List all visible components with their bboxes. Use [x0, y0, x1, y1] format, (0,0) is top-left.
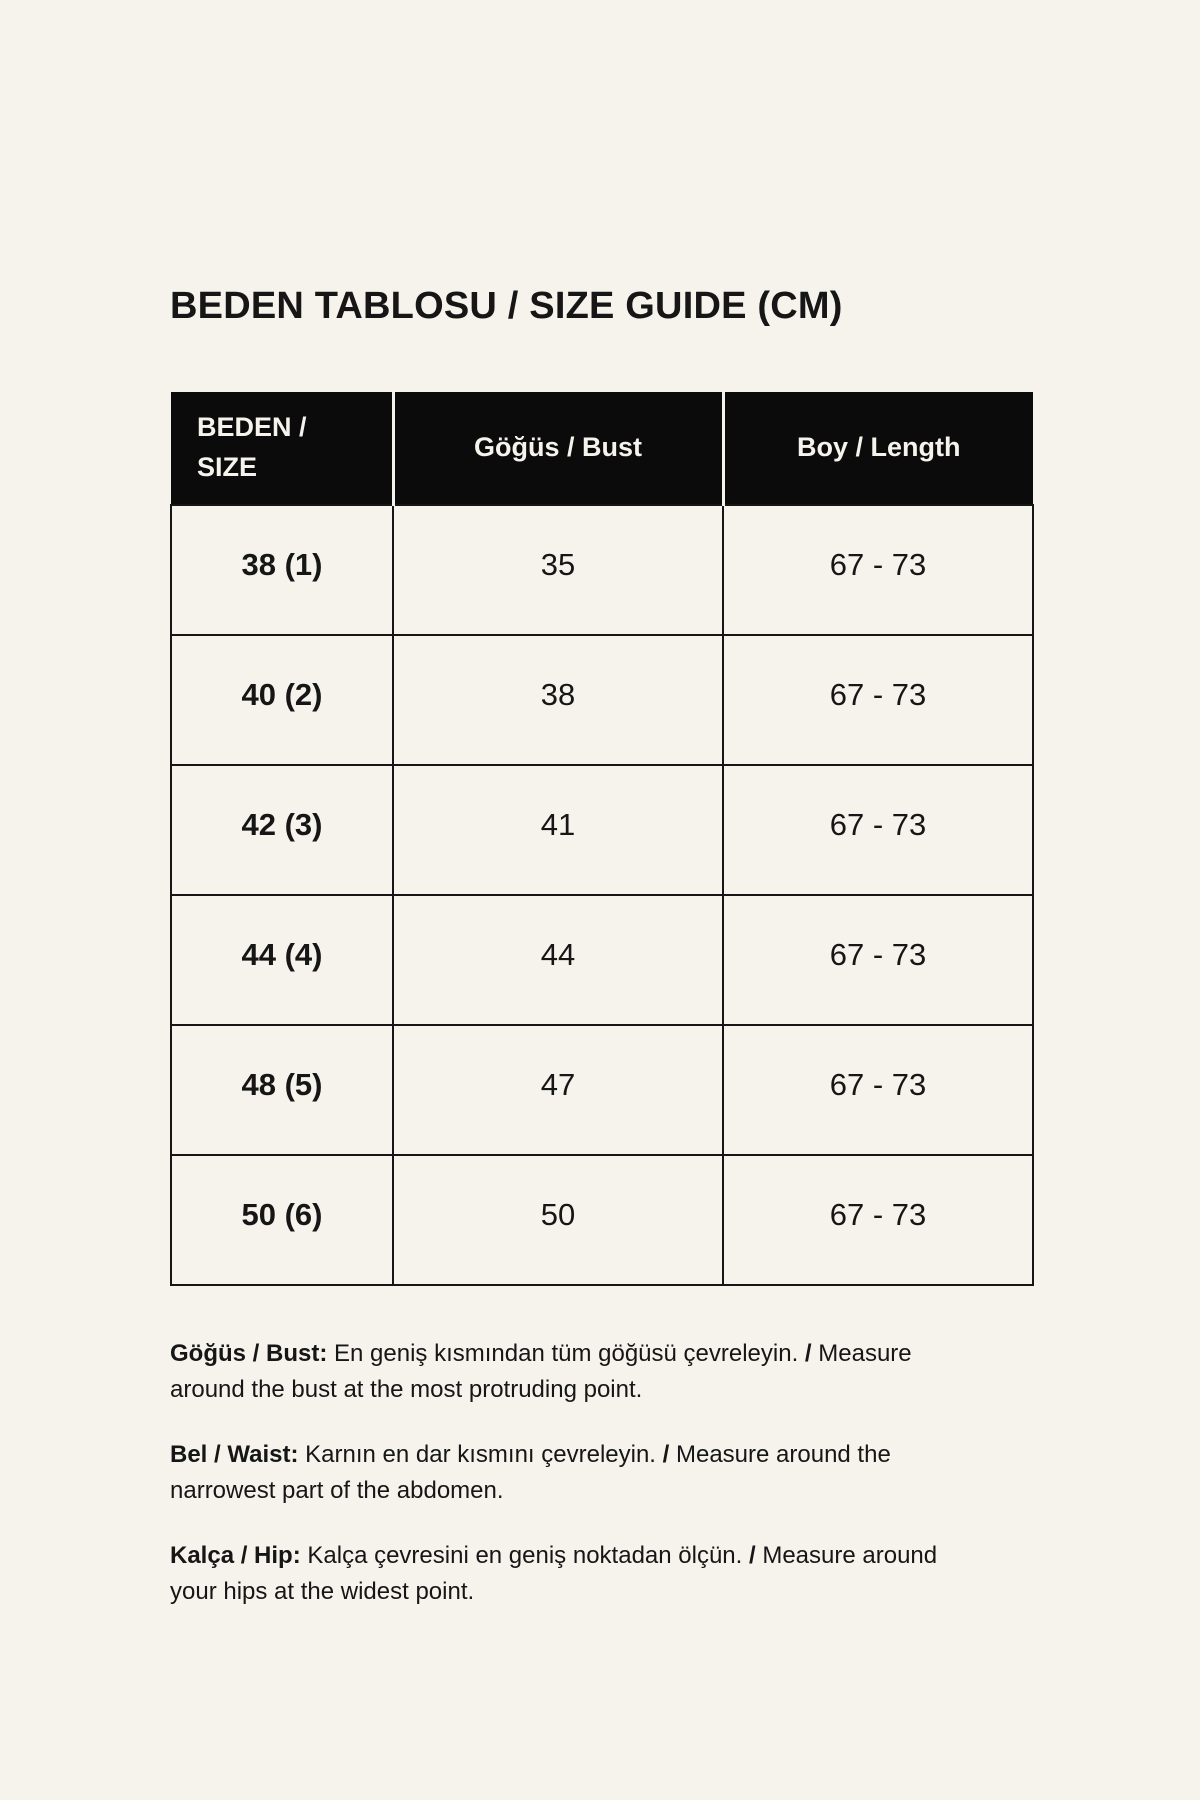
cell-length: 67 - 73 — [723, 895, 1033, 1025]
cell-bust: 41 — [393, 765, 723, 895]
note-separator: / — [749, 1541, 756, 1569]
cell-size: 50 (6) — [171, 1155, 393, 1285]
table-row — [171, 895, 1033, 1025]
cell-length: 67 - 73 — [723, 635, 1033, 765]
cell-length: 67 - 73 — [723, 505, 1033, 635]
note-text-tr: Kalça çevresini en geniş noktadan ölçün. — [307, 1541, 743, 1569]
header-cell-bust: Göğüs / Bust — [393, 392, 723, 505]
cell-size: 48 (5) — [171, 1025, 393, 1155]
size-guide-table — [170, 392, 1034, 1286]
cell-length: 67 - 73 — [723, 765, 1033, 895]
table-row — [171, 505, 1033, 635]
measure-note-waist — [170, 1437, 945, 1509]
measure-note-bust — [170, 1336, 945, 1408]
cell-size: 44 (4) — [171, 895, 393, 1025]
table-row — [171, 635, 1033, 765]
note-text-tr: En geniş kısmından tüm göğüsü çevreleyin. — [334, 1339, 799, 1367]
cell-bust: 50 — [393, 1155, 723, 1285]
note-text-en: Measure around the bust at the most protruding point. — [170, 1339, 912, 1403]
note-text-tr: Karnın en dar kısmını çevreleyin. — [305, 1440, 656, 1468]
cell-bust: 44 — [393, 895, 723, 1025]
header-cell-size: BEDEN / SIZE — [171, 392, 393, 505]
cell-length: 67 - 73 — [723, 1155, 1033, 1285]
header-cell-length: Boy / Length — [723, 392, 1033, 505]
note-text-en: Measure around the narrowest part of the abdomen. — [170, 1440, 891, 1504]
measure-note-hip — [170, 1538, 945, 1610]
cell-size: 40 (2) — [171, 635, 393, 765]
note-label: Bel / Waist: — [170, 1440, 299, 1468]
cell-bust: 35 — [393, 505, 723, 635]
note-label: Göğüs / Bust: — [170, 1339, 328, 1367]
cell-bust: 47 — [393, 1025, 723, 1155]
note-separator: / — [662, 1440, 670, 1468]
table-row — [171, 1155, 1033, 1285]
measurement-notes — [170, 1336, 945, 1610]
table-row — [171, 1025, 1033, 1155]
note-label: Kalça / Hip: — [170, 1541, 301, 1569]
table-row — [171, 765, 1033, 895]
table-header-row — [171, 392, 1033, 505]
cell-size: 38 (1) — [171, 505, 393, 635]
note-separator: / — [804, 1339, 812, 1367]
cell-bust: 38 — [393, 635, 723, 765]
page-title: BEDEN TABLOSU / SIZE GUIDE (CM) — [170, 285, 843, 327]
note-text-en: Measure around your hips at the widest point. — [170, 1541, 938, 1605]
cell-size: 42 (3) — [171, 765, 393, 895]
cell-length: 67 - 73 — [723, 1025, 1033, 1155]
